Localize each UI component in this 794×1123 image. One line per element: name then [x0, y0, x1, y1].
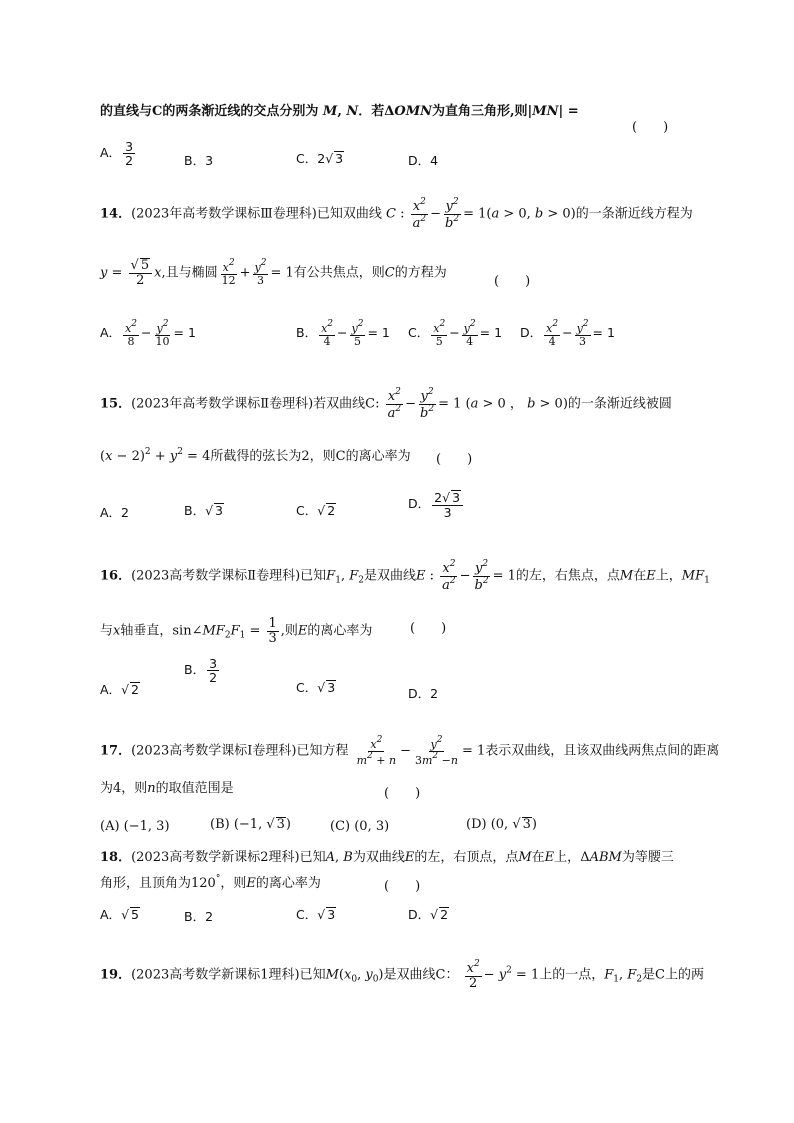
q13-answer-paren: ( )	[632, 120, 669, 135]
q18-line-1: 18．(2023高考数学新课标2理科)已知A, B为双曲线E的左，右顶点，点M在E上，ΔABM为等腰三	[100, 850, 674, 865]
q17-answer-paren: ( )	[384, 786, 421, 801]
q18-option-c: C．√ 3	[296, 907, 336, 922]
q14-option-b: B． $\frac{x^2}{4}$ − $\frac{y^2}{5}$ = 1	[296, 319, 390, 348]
q14-tail: 的一条渐近线方程为	[575, 206, 693, 222]
q16-option-c: C．√ 3	[296, 680, 336, 695]
q16-line-2: 与x轴垂直，$\sin\angle MF_2F_1$ = $\frac{1}{3}$ ,则E的离心率为	[100, 616, 373, 646]
q17-option-d: (D) (0, √ 3)	[466, 817, 537, 832]
q15-option-d: D． $\frac{2√ 3}{3}$	[408, 490, 465, 519]
q14-line-1: 14．(2023年高考数学课标Ⅲ卷理科)已知双曲线 C : $\frac{x^2}{a^2}$ − $\frac{y^2}{b^2}$ = 1(a > 0, b > 0)的一条渐近线方程为	[100, 197, 693, 231]
q17-line-2: 为4，则n的取值范围是	[100, 781, 234, 796]
q13-option-d: D．4	[408, 153, 439, 168]
q13-text-c: ．若	[358, 104, 385, 119]
q13-text-d: 为直角三角形,则	[431, 104, 528, 119]
q18-option-d: D．√ 2	[408, 907, 449, 922]
q19-line-1: 19．(2023高考数学新课标1理科)已知$M(x_0$, $y_0$)是双曲线C： $\frac{x^2}{2}$ − $y^2 = 1$上的一点，$F_1$, $F_2$是C上的两	[100, 959, 704, 991]
q15-line-1: 15．(2023年高考数学课标Ⅱ卷理科)若双曲线C: $\frac{x^2}{a^2}$ − $\frac{y^2}{b^2}$ = 1 (a > 0 ， b > 0)的一条渐近线被圆	[100, 387, 672, 421]
q13-option-a: A． $\frac{3}{2}$	[100, 139, 134, 169]
q13-option-c: C．2√ 3	[296, 151, 344, 166]
q15-option-b: B．√ 3	[184, 503, 223, 518]
q16-answer-paren: ( )	[410, 621, 447, 636]
q17-line-1: 17．(2023高考数学课标Ⅰ卷理科)已知方程 $\frac{x^2}{m^2 + n}$ − $\frac{y^2}{3m^2 -n}$ = 1表示双曲线，且该双曲线两焦点间的距离	[100, 735, 720, 767]
q17-option-c: (C) (0, 3)	[330, 819, 390, 834]
q16-option-a: A．√ 2	[100, 682, 139, 697]
q16-line-1: 16．(2023高考数学课标Ⅱ卷理科)已知$F_1$, $F_2$是双曲线E : $\frac{x^2}{a^2}$ − $\frac{y^2}{b^2}$ = 1的左，右焦点，点M在E上，$MF_1$	[100, 559, 710, 593]
q14-answer-paren: ( )	[494, 274, 531, 289]
q14-line-2: y = $\frac{√ 5}{2}$ x,且与椭圆 $\frac{x^2}{12}$ + $\frac{y^2}{3}$ = 1有公共焦点，则C的方程为	[100, 258, 447, 289]
q18-option-b: B．2	[184, 909, 214, 924]
q13-line: 的直线与C的两条渐近线的交点分别为 M, N．若ΔOMN为直角三角形,则|MN| =	[100, 104, 579, 119]
q13-text-b: 的两条渐近线的交点分别为	[162, 104, 319, 119]
q17-option-a: (A) (−1, 3)	[100, 819, 170, 834]
q14-option-d: D． $\frac{x^2}{4}$ − $\frac{y^2}{3}$ = 1	[520, 319, 615, 348]
q15-line-2: $(x - 2)^2 + y^2 = 4$所截得的弦长为2，则C的离心率为	[100, 447, 411, 464]
q17-option-b: (B) (−1, √ 3)	[210, 817, 291, 832]
q18-option-a: A．√ 5	[100, 907, 139, 922]
q14-number: 14．	[100, 206, 132, 222]
q14-option-a: A． $\frac{x^2}{8}$ − $\frac{y^2}{10}$ = 1	[100, 319, 196, 348]
q14-option-c: C． $\frac{x^2}{5}$ − $\frac{y^2}{4}$ = 1	[408, 319, 503, 348]
q15-option-c: C．√ 2	[296, 503, 336, 518]
q15-answer-paren: ( )	[436, 452, 473, 467]
q16-option-d: D．2	[408, 686, 439, 701]
q16-option-b: B． $\frac{3}{2}$	[184, 656, 218, 686]
q15-option-a: A．2	[100, 505, 130, 520]
q18-answer-paren: ( )	[384, 879, 421, 894]
q14-source: (2023年高考数学课标Ⅲ卷理科)已知双曲线	[131, 206, 382, 222]
q13-option-b: B．3	[184, 153, 214, 168]
q18-line-2: 角形，且顶角为120°，则E的离心率为	[100, 874, 321, 891]
q13-text-a: 的直线与	[100, 104, 153, 119]
